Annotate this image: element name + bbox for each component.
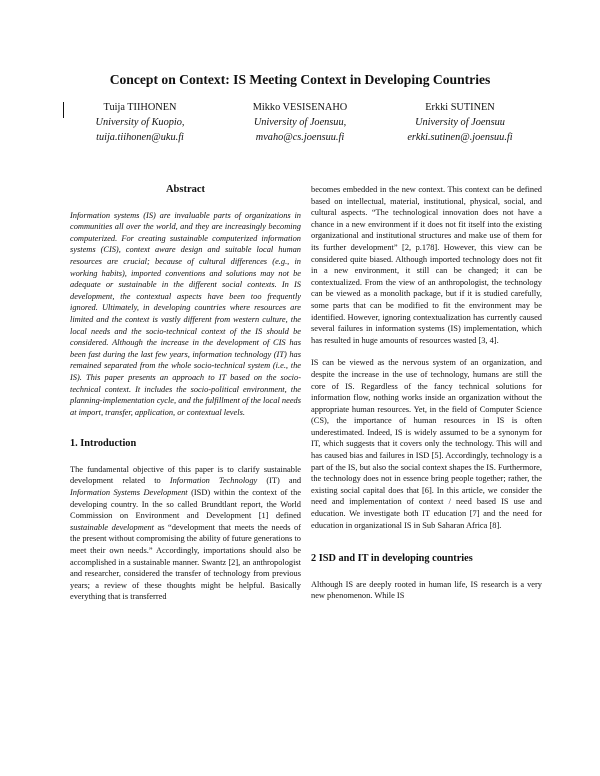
abstract-text: Information systems (IS) are invaluable parts of organizations in communities all over the world, and they are increasingly becoming computerized. For creating sustainable computerized information systems (CIS), context aware design and suitable local human resources are crucial; because of cultural differences (e.g., in working habits), imported conventions and solutions may not be adequate or sustainable in the different social contexts. In IS development, the contextual aspects have been too frequently ignored. Ultimately, in developing countries where resources are limited and the context is vastly different from western culture, the local needs and the socio-technical context of the IS should be considered. Although the increase in the development of CIS has been fast during the last few years, information technology (IT) has remained separated from the whole socio-technical system (i.e., the IS). This paper presents an approach to IT based on the socio-technical context. It includes the socio-political environment, the planning-implementation cycle, and the fulfillment of the local needs at import, transfer, application, or contextual levels.	[70, 210, 301, 417]
intro-term-isd: Information Systems Development	[70, 488, 188, 498]
author-institution: University of Joensuu	[415, 117, 505, 128]
author-name: Erkki SUTINEN	[425, 102, 495, 113]
intro-text-b: (IT) and	[257, 476, 302, 486]
right-column	[311, 184, 542, 602]
intro-term-sd: sustainable development	[70, 522, 154, 532]
author-email: erkki.sutinen@.joensuu.fi	[407, 132, 513, 143]
context-paragraph: becomes embedded in the new context. This context can be defined based on intellectual, material, institutional, physical, social, and cultural aspects. “The technological innovation does not have a chance in a new environment if it does not fit itself into the existing organizational and institutional structures and make use of them for its further development” [2, p.178]. However, this view can be considered quite biased. Although imported technology does not fit in a new environment, it still can be changed; it can be contextualized. From the view of an anthropologist, the technology can be viewed as a monolith package, but if it is studied carefully, some parts that can be modified to fit the environment may be identified. However, ignoring contextualization has currently caused several failures in information systems (IS) implementation, which has resulted in huge amounts of resources wasted [3, 4].	[311, 185, 542, 345]
intro-text-c: (ISD) within the context of the developing country. In the so called Brundtlant report, the World Commission on Environment and Development [1] defined	[70, 488, 301, 521]
author-2	[220, 100, 380, 145]
author-institution: University of Joensuu,	[253, 117, 347, 128]
author-email: tuija.tiihonen@uku.fi	[96, 132, 184, 143]
intro-paragraph	[70, 464, 301, 603]
section-1-heading: 1. Introduction	[70, 438, 137, 450]
left-column	[70, 184, 301, 603]
author-1	[60, 100, 220, 145]
intro-term-it: Information Technology	[169, 476, 258, 486]
author-email: mvaho@cs.joensuu.fi	[255, 132, 345, 143]
paper-title: Concept on Context: IS Meeting Context in Developing Countries	[109, 72, 491, 87]
abstract-heading: Abstract	[165, 184, 206, 195]
is-nervous-system-paragraph: IS can be viewed as the nervous system of an organization, and despite the increase in the use of technology, humans are still the core of IS. Regardless of the fancy technical solutions for information flow, nothing works inside an organization without the appropriate human resources. Yet, in the field of Computer Science (CS), the importance of human resources in IS is often underestimated. Indeed, IS is widely assumed to be a synonym for IT, which suggests that it covers only the technology. This will and has caused bias and failures in ISD [5]. Accordingly, technology is a part of the IS, but also the social context shapes the IS. Furthermore, the technology does not in essence bring people together; rather, the existing social capital does that [6]. In this article, we consider the need and implementation of context / need based IS use and education. We investigate both IT education [7] and the need for education in organizational IS in Sub Saharan Africa [8].	[311, 358, 542, 530]
intro-text-a: The fundamental objective of this paper is to clarify sustainable development related to	[70, 464, 301, 486]
section-2-paragraph: Although IS are deeply rooted in human life, IS research is a very new phenomenon. While IS	[311, 579, 542, 601]
author-name: Tuija TIIHONEN	[103, 102, 177, 113]
author-name: Mikko VESISENAHO	[252, 102, 348, 113]
section-2-heading: 2 ISD and IT in developing countries	[311, 553, 473, 565]
author-block	[60, 100, 540, 145]
author-institution: University of Kuopio,	[95, 117, 185, 128]
author-3	[380, 100, 540, 145]
intro-text-d: as “development that meets the needs of the present without compromising the ability of future generations to meet their own needs.” Accordingly, importations should also be accomplished in a sustainable manner. Swantz [2], an anthropologist and researcher, considered the transfer of technology from previous years; a review of these thoughts might be helpful. Basically everything that is transferred	[70, 522, 301, 602]
